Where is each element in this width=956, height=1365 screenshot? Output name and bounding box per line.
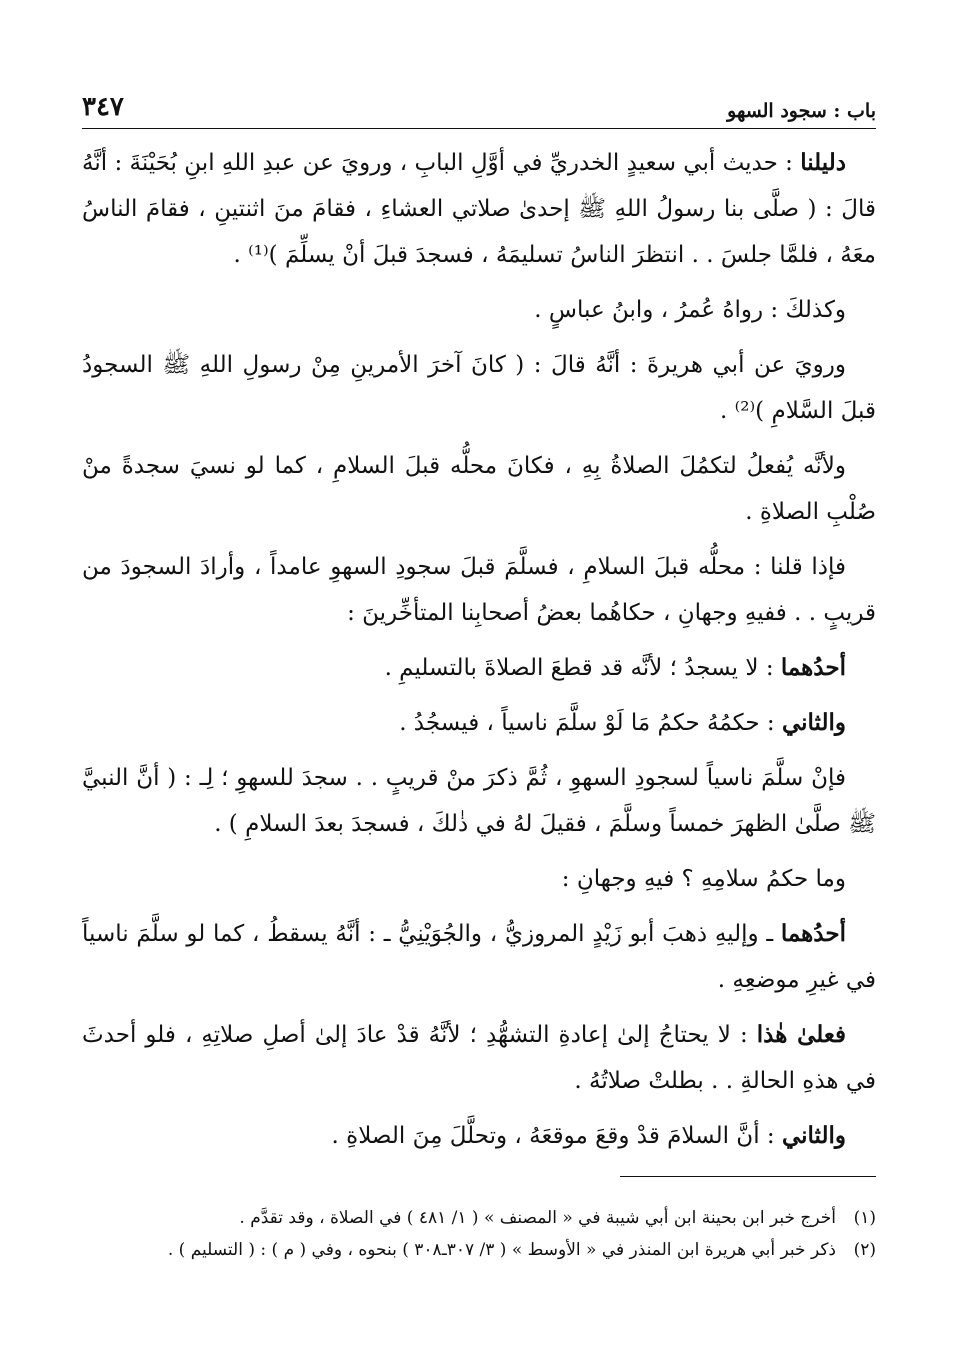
paragraph xyxy=(82,544,876,636)
footnote-text: أخرج خبر ابن بحينة ابن أبي شيبة في « المصنف » ( ١/ ٤٨١ ) في الصلاة ، وقد تقدَّم . xyxy=(239,1208,836,1228)
main-text xyxy=(82,140,876,1168)
paragraph-text: ـ وإليهِ ذهبَ أبو زَيْدٍ المروزيُّ ، والجُوَيْنِيُّ ـ : أنَّهُ يسقطُ ، كما لو سلَّمَ ناسياً في غيرِ موضعِهِ . xyxy=(82,921,876,993)
paragraph-text: وما حكمُ سلامِهِ ؟ فيهِ وجهانِ : xyxy=(561,866,846,892)
paragraph xyxy=(82,140,876,278)
footnote-number: (٢) xyxy=(853,1240,876,1260)
paragraph-text: : أنَّ السلامَ قدْ وقعَ موقعَهُ ، وتحلَّلَ مِنَ الصلاةِ . xyxy=(331,1123,782,1149)
page-header xyxy=(82,86,876,122)
paragraph-text: : حكمُهُ حكمُ مَا لَوْ سلَّمَ ناسياً ، فيسجُدُ . xyxy=(399,710,782,736)
header-rule xyxy=(82,128,876,129)
paragraph xyxy=(82,700,876,746)
paragraph-text: فإذا قلنا : محلُّه قبلَ السلامِ ، فسلَّمَ قبلَ سجودِ السهوِ عامداً ، وأرادَ السجودَ من قريبٍ . . ففيهِ وجهانِ ، حكاهُما بعضُ أصحابِنا المتأخِّرينَ : xyxy=(82,554,876,626)
paragraph-text: وكذلكَ : رواهُ عُمرُ ، وابنُ عباسٍ . xyxy=(534,297,846,323)
paragraph-text: : لا يحتاجُ إلىٰ إعادةِ التشهُّدِ ؛ لأنَّهُ قدْ عادَ إلىٰ أصلِ صلاتِهِ ، فلو أحدثَ في هذهِ الحالةِ . . بطلتْ صلاتُهُ . xyxy=(82,1022,876,1094)
footnote xyxy=(82,1204,876,1232)
paragraph xyxy=(82,342,876,434)
chapter-title: باب : سجود السهو xyxy=(727,100,876,122)
paragraph xyxy=(82,856,876,902)
footnote-separator xyxy=(620,1176,876,1177)
paragraph-text: فإنْ سلَّمَ ناسياً لسجودِ السهوِ ، ثُمَّ ذكرَ منْ قريبٍ . . سجدَ للسهوِ ؛ لِـ : ( أنَّ النبيَّ ﷺ صلَّىٰ الظهرَ خمساً وسلَّمَ ، فقيلَ لهُ في ذٰلكَ ، فسجدَ بعدَ السلامِ ) . xyxy=(82,765,876,837)
paragraph-lead: والثاني xyxy=(781,1122,846,1149)
paragraph xyxy=(82,443,876,535)
paragraph-lead: والثاني xyxy=(781,709,846,736)
paragraph-lead: فعلىٰ هٰذا xyxy=(756,1021,846,1048)
paragraph-text: ورويَ عن أبي هريرةَ : أنَّهُ قالَ : ( كانَ آخرَ الأمرينِ مِنْ رسولِ اللهِ ﷺ السجودُ قبلَ السَّلامِ )⁽²⁾ . xyxy=(82,352,876,424)
footnote-number: (١) xyxy=(853,1208,876,1228)
paragraph xyxy=(82,911,876,1003)
paragraph xyxy=(82,1113,876,1159)
paragraph-lead: دليلنا xyxy=(800,149,846,176)
paragraph-lead: أحدُهما xyxy=(780,920,846,947)
paragraph xyxy=(82,287,876,333)
page-number: ٣٤٧ xyxy=(82,92,124,122)
paragraph xyxy=(82,645,876,691)
paragraph xyxy=(82,755,876,847)
footnote xyxy=(82,1236,876,1264)
paragraph-text: : حديث أبي سعيدٍ الخدريِّ في أوَّلِ البابِ ، ورويَ عن عبدِ اللهِ ابنِ بُحَيْنَةَ : أنَّهُ قالَ : ( صلَّى بنا رسولُ اللهِ ﷺ إحدىٰ صلاتي العشاءِ ، فقامَ منَ اثنتينِ ، فقامَ الناسُ معَهُ ، فلمَّا جلسَ . . انتظرَ الناسُ تسليمَهُ ، فسجدَ قبلَ أنْ يسلِّمَ )⁽¹⁾ . xyxy=(82,150,876,268)
paragraph-lead: أحدُهما xyxy=(780,654,846,681)
paragraph xyxy=(82,1012,876,1104)
paragraph-text: ولأنَّه يُفعلُ لتكمُلَ الصلاةُ بِهِ ، فكانَ محلُّه قبلَ السلامِ ، كما لو نسيَ سجدةً منْ صُلْبِ الصلاةِ . xyxy=(82,453,876,525)
footnotes xyxy=(82,1204,876,1268)
footnote-text: ذكر خبر أبي هريرة ابن المنذر في « الأوسط » ( ٣/ ٣٠٧ـ٣٠٨ ) بنحوه ، وفي ( م ) : ( التسليم ) . xyxy=(167,1240,836,1260)
paragraph-text: : لا يسجدُ ؛ لأنَّه قد قطعَ الصلاةَ بالتسليمِ . xyxy=(384,655,781,681)
